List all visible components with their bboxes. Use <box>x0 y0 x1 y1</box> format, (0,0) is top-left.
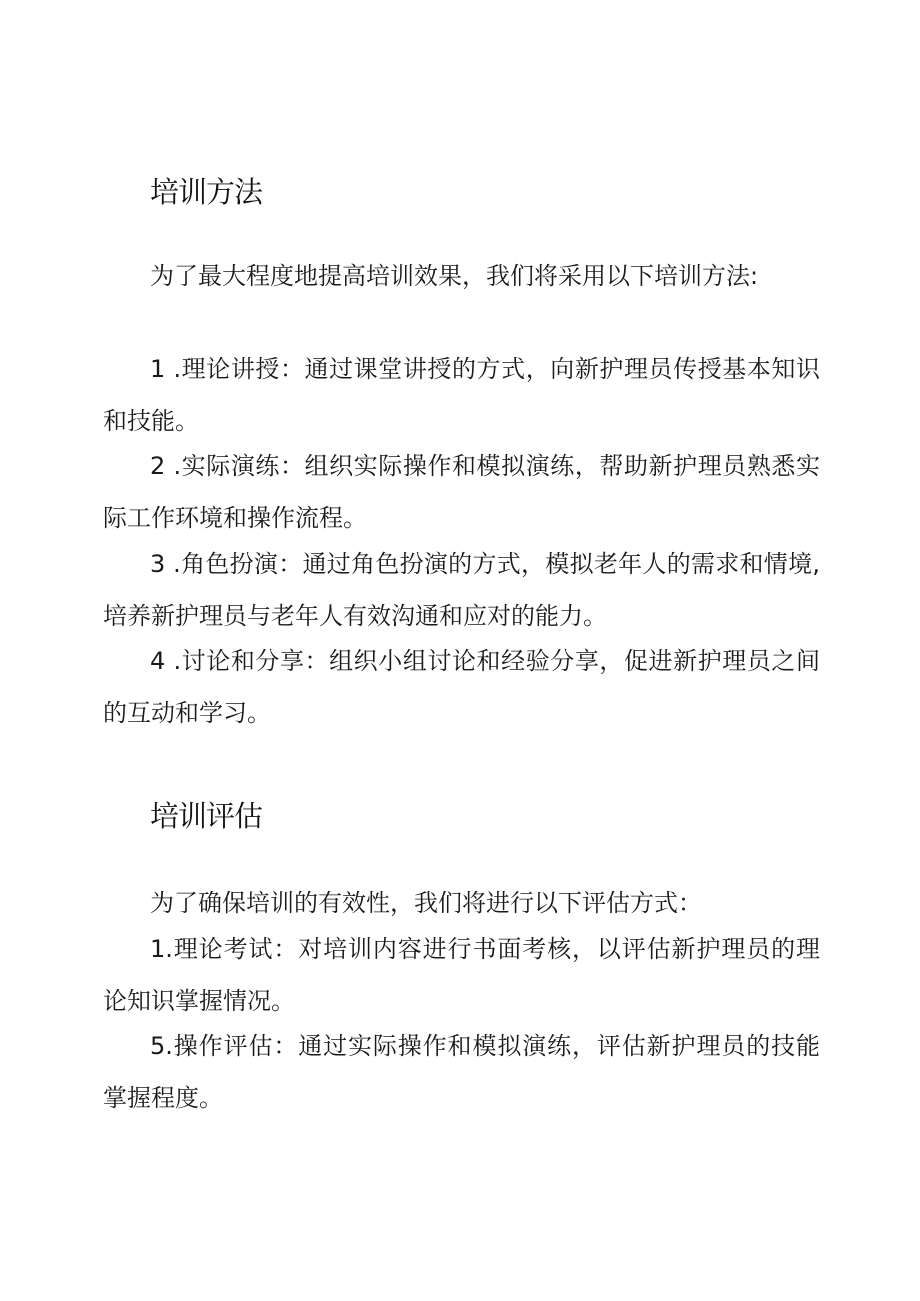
evaluation-item-2: 5.操作评估：通过实际操作和模拟演练，评估新护理员的技能掌握程度。 <box>103 1032 820 1112</box>
methods-item-2: 2 .实际演练：组织实际操作和模拟演练，帮助新护理员熟悉实际工作环境和操作流程。 <box>103 452 820 532</box>
methods-item-1: 1 .理论讲授：通过课堂讲授的方式，向新护理员传授基本知识和技能。 <box>103 355 820 435</box>
evaluation-intro: 为了确保培训的有效性，我们将进行以下评估方式： <box>150 889 702 917</box>
methods-intro: 为了最大程度地提高培训效果，我们将采用以下培训方法: <box>150 262 759 290</box>
section-heading-evaluation: 培训评估 <box>150 799 263 833</box>
evaluation-item-1: 1.理论考试：对培训内容进行书面考核，以评估新护理员的理论知识掌握情况。 <box>103 935 820 1015</box>
section-heading-methods: 培训方法 <box>150 175 263 209</box>
methods-item-3: 3 .角色扮演：通过角色扮演的方式，模拟老年人的需求和情境,培养新护理员与老年人有效沟通和应对的能力。 <box>103 550 820 630</box>
methods-item-4: 4 .讨论和分享：组织小组讨论和经验分享，促进新护理员之间的互动和学习。 <box>103 647 820 727</box>
